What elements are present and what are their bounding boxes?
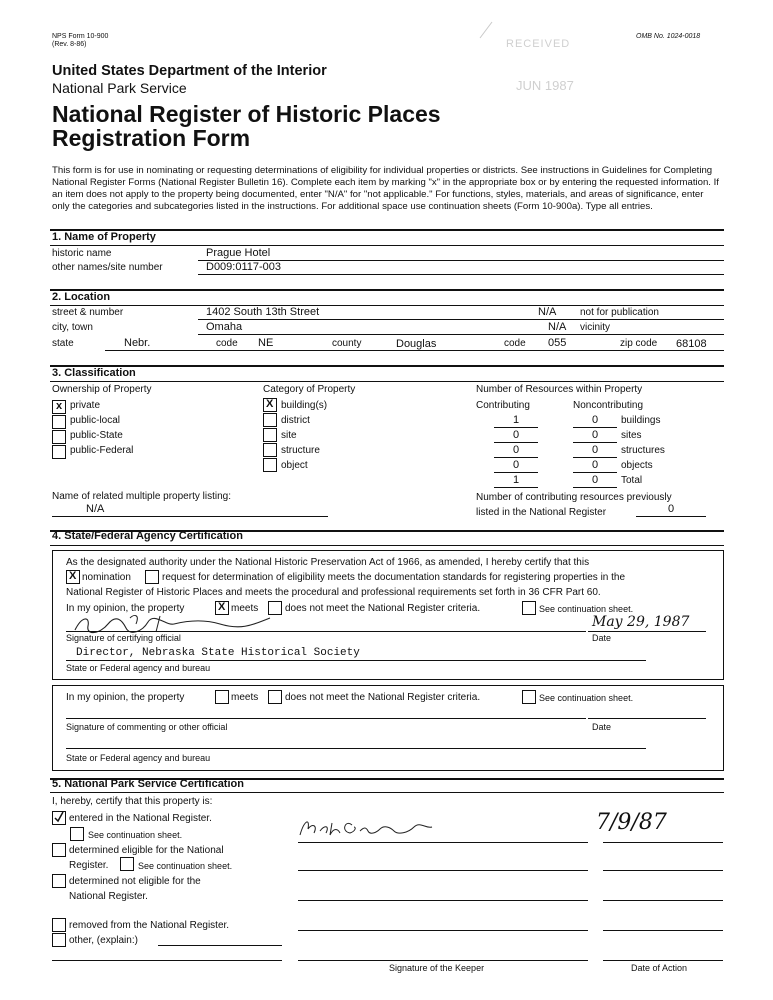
objects-label: objects bbox=[621, 460, 653, 471]
section1-heading-rule bbox=[50, 245, 724, 246]
form-number: NPS Form 10-900 bbox=[52, 33, 109, 40]
contributing-sites[interactable]: 0 bbox=[512, 429, 520, 441]
agency-value[interactable]: Director, Nebraska State Historical Society bbox=[76, 647, 360, 659]
removed-checkbox[interactable] bbox=[52, 918, 66, 932]
determined-eligible-label-2: Register. bbox=[69, 860, 109, 871]
cert-para-line1: As the designated authority under the National Historic Preservation Act of 1966, as amended, I hereby certify that this bbox=[66, 557, 590, 568]
noncontributing-sites[interactable]: 0 bbox=[591, 429, 599, 441]
contributing-buildings[interactable]: 1 bbox=[512, 414, 520, 426]
previously-listed-label-2: listed in the National Register bbox=[476, 507, 607, 518]
agency2-line bbox=[66, 748, 646, 749]
not-eligible-label-1: determined not eligible for the bbox=[69, 876, 201, 887]
action-date-line-1 bbox=[603, 842, 723, 843]
ownership-public-federal-label: public-Federal bbox=[70, 445, 134, 456]
form-revision: (Rev. 8-86) bbox=[52, 41, 87, 48]
contributing-objects-line bbox=[494, 472, 538, 473]
related-listing-label: Name of related multiple property listing: bbox=[52, 491, 231, 502]
form-title: National Register of Historic Places bbox=[52, 101, 441, 127]
category-label: Category of Property bbox=[263, 384, 356, 395]
noncontributing-buildings-line bbox=[573, 427, 617, 428]
state-code-label: code bbox=[216, 338, 238, 349]
county-code-label: code bbox=[504, 338, 526, 349]
state-label: state bbox=[52, 338, 74, 349]
opinion-prefix: In my opinion, the property bbox=[66, 603, 185, 614]
section2-heading-rule bbox=[50, 305, 724, 306]
see-continuation2-checkbox[interactable] bbox=[522, 690, 536, 704]
city-value[interactable]: Omaha bbox=[206, 321, 243, 333]
zip-value[interactable]: 68108 bbox=[676, 338, 707, 350]
noncontributing-objects-line bbox=[573, 472, 617, 473]
determined-eligible-label-1: determined eligible for the National bbox=[69, 845, 224, 856]
noncontributing-structures[interactable]: 0 bbox=[591, 444, 599, 456]
other-names-line bbox=[198, 274, 724, 275]
agency2-label: State or Federal agency and bureau bbox=[66, 753, 211, 763]
meets-label: meets bbox=[231, 603, 259, 614]
not-eligible-checkbox[interactable] bbox=[52, 874, 66, 888]
nomination-mark: X bbox=[69, 570, 77, 582]
total-label: Total bbox=[621, 475, 643, 486]
does-not-meet-label: does not meet the National Register criteria. bbox=[285, 603, 481, 614]
ownership-label: Ownership of Property bbox=[52, 384, 152, 395]
other-label: other, (explain:) bbox=[69, 935, 138, 946]
not-eligible-label-2: National Register. bbox=[69, 891, 148, 902]
certifying-date-value[interactable]: May 29, 1987 bbox=[592, 614, 690, 630]
na-not-for-publication[interactable]: N/A bbox=[538, 306, 557, 318]
not-for-publication-label: not for publication bbox=[580, 307, 659, 318]
other-names-label: other names/site number bbox=[52, 262, 163, 273]
related-listing-line bbox=[52, 516, 328, 517]
section2-heading: 2. Location bbox=[52, 291, 111, 303]
keeper-signature-label: Signature of the Keeper bbox=[389, 963, 485, 973]
street-line bbox=[198, 319, 724, 320]
na-vicinity[interactable]: N/A bbox=[548, 321, 567, 333]
other-explain-line-2 bbox=[52, 960, 282, 961]
ownership-public-local-label: public-local bbox=[70, 415, 121, 426]
noncontributing-objects[interactable]: 0 bbox=[591, 459, 599, 471]
city-label: city, town bbox=[52, 322, 93, 333]
request-determination-checkbox[interactable] bbox=[145, 570, 159, 584]
keeper-line-5 bbox=[298, 960, 588, 961]
section3-heading-rule bbox=[50, 381, 724, 382]
street-label: street & number bbox=[52, 307, 124, 318]
cert-para-line3: National Register of Historic Places and meets the procedural and professional requirements set forth in 36 CFR Part 60. bbox=[66, 587, 601, 598]
noncontributing-buildings[interactable]: 0 bbox=[591, 414, 599, 426]
previously-listed-line bbox=[636, 516, 706, 517]
entered-continuation-checkbox[interactable] bbox=[70, 827, 84, 841]
action-date-line-4 bbox=[603, 930, 723, 931]
see-continuation-label: See continuation sheet. bbox=[539, 604, 634, 614]
county-value[interactable]: Douglas bbox=[396, 338, 437, 350]
agency-label: State or Federal agency and bureau bbox=[66, 663, 211, 673]
section3-heading: 3. Classification bbox=[52, 367, 136, 379]
section3-top-rule bbox=[50, 365, 724, 367]
commenting-signature-label: Signature of commenting or other official bbox=[66, 722, 228, 732]
ownership-public-state-label: public-State bbox=[70, 430, 123, 441]
vicinity-label: vicinity bbox=[580, 322, 611, 333]
contributing-sites-line bbox=[494, 442, 538, 443]
meets2-label: meets bbox=[231, 692, 259, 703]
ownership-public-state-checkbox[interactable] bbox=[52, 430, 66, 444]
commenting-date-line bbox=[588, 718, 706, 719]
contributing-structures[interactable]: 0 bbox=[512, 444, 520, 456]
service-name: National Park Service bbox=[52, 80, 187, 96]
eligible-continuation-label: See continuation sheet. bbox=[138, 861, 233, 871]
entered-label: entered in the National Register. bbox=[69, 813, 212, 824]
opinion2-prefix: In my opinion, the property bbox=[66, 692, 185, 703]
zip-label: zip code bbox=[620, 338, 658, 349]
see-continuation2-label: See continuation sheet. bbox=[539, 693, 634, 703]
keeper-line-4 bbox=[298, 930, 588, 931]
ownership-public-federal-checkbox[interactable] bbox=[52, 445, 66, 459]
meets-mark: X bbox=[218, 601, 226, 613]
omb-number: OMB No. 1024-0018 bbox=[636, 33, 701, 40]
other-checkbox[interactable] bbox=[52, 933, 66, 947]
noncontributing-total-line bbox=[573, 487, 617, 488]
category-buildings-label: building(s) bbox=[281, 400, 328, 411]
removed-label: removed from the National Register. bbox=[69, 920, 230, 931]
state-code-value[interactable]: NE bbox=[258, 337, 274, 349]
buildings-label: buildings bbox=[621, 415, 661, 426]
contributing-total[interactable]: 1 bbox=[512, 474, 520, 486]
agency-line bbox=[66, 660, 646, 661]
state-line bbox=[105, 350, 724, 351]
category-object-label: object bbox=[281, 460, 308, 471]
category-site-label: site bbox=[281, 430, 297, 441]
cert-para-nomination: nomination bbox=[82, 572, 131, 583]
sites-label: sites bbox=[621, 430, 642, 441]
keeper-line-3 bbox=[298, 900, 588, 901]
certifying-date-line bbox=[588, 631, 706, 632]
historic-name-label: historic name bbox=[52, 248, 112, 259]
street-value[interactable]: 1402 South 13th Street bbox=[206, 306, 320, 318]
received-stamp bbox=[470, 20, 620, 140]
noncontributing-structures-line bbox=[573, 457, 617, 458]
does-not-meet2-label: does not meet the National Register criteria. bbox=[285, 692, 481, 703]
city-line bbox=[198, 334, 724, 335]
previously-listed-value[interactable]: 0 bbox=[667, 503, 675, 515]
contributing-buildings-line bbox=[494, 427, 538, 428]
category-structure-checkbox[interactable] bbox=[263, 443, 277, 457]
category-buildings-mark: X bbox=[266, 398, 274, 410]
certifying-signature-line bbox=[66, 631, 586, 632]
certifying-date-label: Date bbox=[592, 633, 612, 643]
action-date-line-2 bbox=[603, 870, 723, 871]
determined-eligible-checkbox[interactable] bbox=[52, 843, 66, 857]
noncontributing-sites-line bbox=[573, 442, 617, 443]
commenting-signature-line bbox=[66, 718, 586, 719]
noncontributing-label: Noncontributing bbox=[573, 400, 644, 411]
form-subtitle: Registration Form bbox=[52, 125, 251, 151]
nps-intro: I, hereby, certify that this property is: bbox=[52, 796, 213, 807]
keeper-line-1 bbox=[298, 842, 588, 843]
section1-heading: 1. Name of Property bbox=[52, 231, 156, 243]
keeper-line-2 bbox=[298, 870, 588, 871]
category-district-label: district bbox=[281, 415, 310, 426]
other-names-value[interactable]: D009:0117-003 bbox=[206, 261, 282, 273]
department-name: United States Department of the Interior bbox=[52, 63, 327, 79]
contributing-structures-line bbox=[494, 457, 538, 458]
section2-top-rule bbox=[50, 289, 724, 291]
ownership-private-label: private bbox=[70, 400, 101, 411]
category-structure-label: structure bbox=[281, 445, 320, 456]
section5-heading-rule bbox=[50, 792, 724, 793]
previously-listed-label-1: Number of contributing resources previously bbox=[476, 492, 672, 503]
structures-label: structures bbox=[621, 445, 665, 456]
see-continuation-checkbox[interactable] bbox=[522, 601, 536, 615]
stamp-received: RECEIVED bbox=[506, 38, 571, 50]
section5-heading: 5. National Park Service Certification bbox=[52, 778, 244, 790]
county-label: county bbox=[332, 338, 362, 349]
category-object-checkbox[interactable] bbox=[263, 458, 277, 472]
action-date-line-3 bbox=[603, 900, 723, 901]
date-of-action-label: Date of Action bbox=[631, 963, 688, 973]
county-code-value[interactable]: 055 bbox=[548, 337, 567, 349]
category-district-checkbox[interactable] bbox=[263, 413, 277, 427]
keeper-signature bbox=[296, 815, 436, 841]
contributing-objects[interactable]: 0 bbox=[512, 459, 520, 471]
state-value[interactable]: Nebr. bbox=[124, 337, 151, 349]
noncontributing-total[interactable]: 0 bbox=[591, 474, 599, 486]
entered-check-icon bbox=[53, 811, 65, 823]
ownership-private-mark: x bbox=[56, 400, 63, 412]
contributing-label: Contributing bbox=[476, 400, 530, 411]
stamp-date: JUN 1987 bbox=[516, 78, 574, 93]
entered-continuation-label: See continuation sheet. bbox=[88, 830, 183, 840]
does-not-meet2-checkbox[interactable] bbox=[268, 690, 282, 704]
other-explain-line bbox=[158, 945, 282, 946]
contributing-total-line bbox=[494, 487, 538, 488]
action-date-line-5 bbox=[603, 960, 723, 961]
category-site-checkbox[interactable] bbox=[263, 428, 277, 442]
eligible-continuation-checkbox[interactable] bbox=[120, 857, 134, 871]
instructions: This form is for use in nominating or requesting determinations of eligibility for individual properties or districts. See instructions in Guidelines for Completing National Register Forms (National Register Bulletin 16). Complete each item by marking "x" in the appropriate box or by entering the requested information. If an item does not apply to the property being documented, enter "N/A" for "not applicable." For functions, styles, materials, and areas of significance, enter only the categories and subcategories listed in the instructions. For additional space use continuation sheets (Form 10-900a). Type all entries. bbox=[52, 165, 719, 212]
related-listing-value[interactable]: N/A bbox=[86, 503, 105, 515]
cert-para-line2: request for determination of eligibility meets the documentation standards for registering properties in the bbox=[162, 572, 626, 583]
certifying-signature-label: Signature of certifying official bbox=[66, 633, 181, 643]
action-date-value[interactable]: 7/9/87 bbox=[596, 810, 667, 835]
meets2-checkbox[interactable] bbox=[215, 690, 229, 704]
ownership-public-local-checkbox[interactable] bbox=[52, 415, 66, 429]
commenting-date-label: Date bbox=[592, 722, 612, 732]
section4-heading: 4. State/Federal Agency Certification bbox=[52, 530, 243, 542]
resources-label: Number of Resources within Property bbox=[476, 384, 643, 395]
historic-name-value[interactable]: Prague Hotel bbox=[206, 247, 271, 259]
section4-heading-rule bbox=[50, 545, 724, 546]
